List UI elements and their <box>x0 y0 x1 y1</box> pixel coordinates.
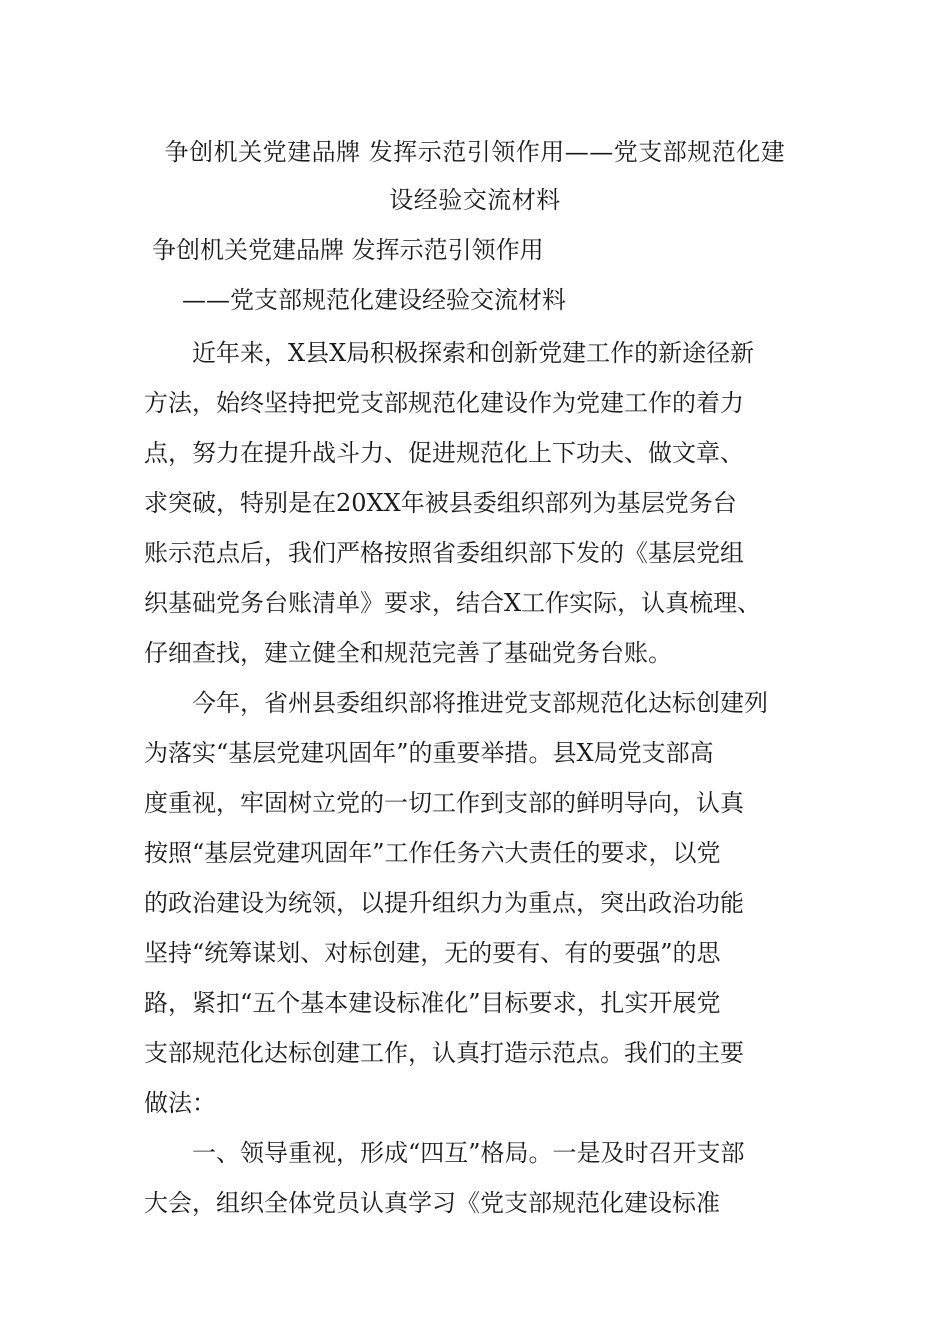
subtitle-line-1: 争创机关党建品牌 发挥示范引领作用 <box>152 236 544 264</box>
body-line: 点，努力在提升战斗力、促进规范化上下功夫、做文章、 <box>144 439 744 467</box>
document-title-line-1: 争创机关党建品牌 发挥示范引领作用——党支部规范化建 <box>164 138 786 166</box>
body-line: 坚持“统筹谋划、对标创建，无的要有、有的要强”的思 <box>144 939 721 967</box>
document-title-line-2: 设经验交流材料 <box>389 186 561 214</box>
body-line: 仔细查找，建立健全和规范完善了基础党务台账。 <box>144 639 672 667</box>
subtitle-line-2: ——党支部规范化建设经验交流材料 <box>182 286 566 314</box>
body-line: 求突破，特别是在20XX年被县委组织部列为基层党务台 <box>144 489 737 517</box>
body-line: 今年，省州县委组织部将推进党支部规范化达标创建列 <box>192 689 768 717</box>
body-line: 大会，组织全体党员认真学习《党支部规范化建设标准 <box>144 1189 720 1217</box>
body-line: 方法，始终坚持把党支部规范化建设作为党建工作的着力 <box>144 389 744 417</box>
body-line: 织基础党务台账清单》要求，结合X工作实际，认真梳理、 <box>144 589 762 617</box>
body-line: 近年来，X县X局积极探索和创新党建工作的新途径新 <box>192 339 755 367</box>
body-line: 路，紧扣“五个基本建设标准化”目标要求，扎实开展党 <box>144 989 721 1017</box>
body-line: 支部规范化达标创建工作，认真打造示范点。我们的主要 <box>144 1039 744 1067</box>
body-line: 一、领导重视，形成“四互”格局。一是及时召开支部 <box>192 1139 745 1167</box>
body-line: 账示范点后，我们严格按照省委组织部下发的《基层党组 <box>144 539 744 567</box>
body-line: 为落实“基层党建巩固年”的重要举措。县X局党支部高 <box>144 739 714 767</box>
body-line: 的政治建设为统领，以提升组织力为重点，突出政治功能 <box>144 889 744 917</box>
body-line: 做法： <box>144 1089 216 1117</box>
body-line: 度重视，牢固树立党的一切工作到支部的鲜明导向，认真 <box>144 789 744 817</box>
body-line: 按照“基层党建巩固年”工作任务六大责任的要求，以党 <box>144 839 721 867</box>
